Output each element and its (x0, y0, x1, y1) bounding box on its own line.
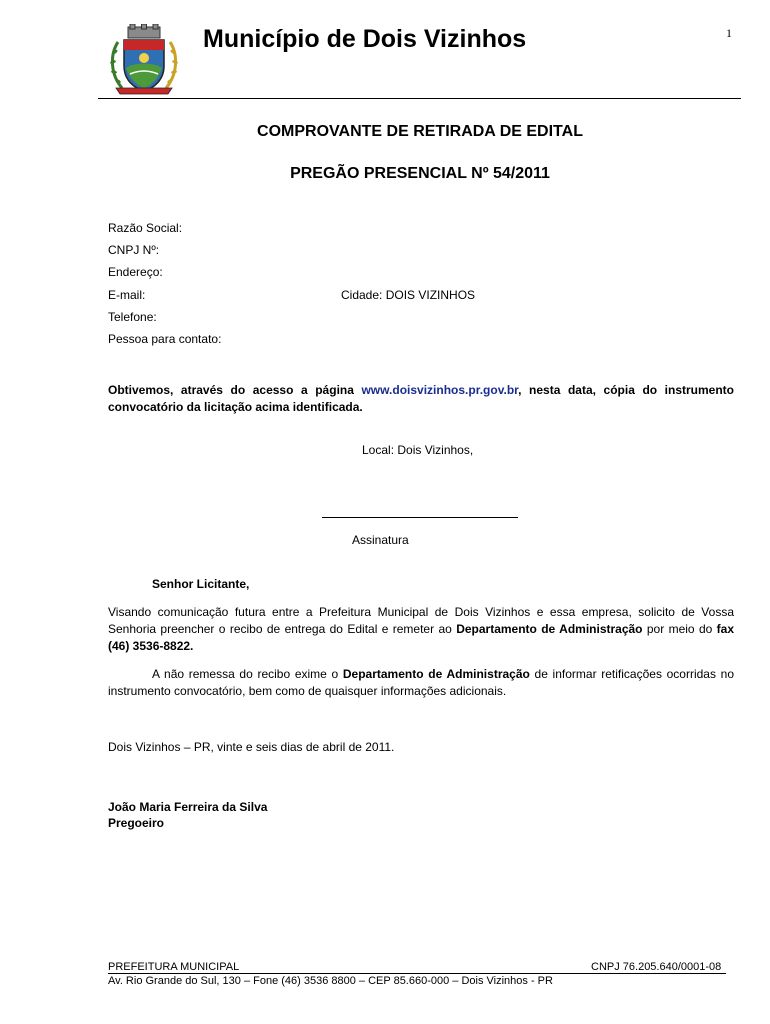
municipality-title: Município de Dois Vizinhos (203, 25, 527, 53)
letter-paragraph-2 (108, 666, 734, 700)
letter-date: Dois Vizinhos – PR, vinte e seis dias de abril de 2011. (108, 740, 395, 754)
document-subtitle: PREGÃO PRESENCIAL Nº 54/2011 (290, 165, 550, 182)
p1-text-b: por meio do (642, 622, 717, 636)
footer-cnpj: CNPJ 76.205.640/0001-08 (591, 961, 722, 973)
footer-address: Av. Rio Grande do Sul, 130 – Fone (46) 3536 8800 – CEP 85.660-000 – Dois Vizinhos - PR (108, 975, 553, 987)
field-contato: Pessoa para contato: (108, 332, 222, 346)
field-telefone: Telefone: (108, 310, 157, 324)
footer-divider (108, 973, 726, 974)
p1-fax: fax (46) 3536-8822. (108, 622, 735, 653)
field-razao-social: Razão Social: (108, 221, 183, 235)
p2-text-b: de informar retificações ocorridas no instrumento convocatório, bem como de quaisquer informações adicionais. (108, 667, 735, 698)
statement-text-2: , nesta data, cópia do instrumento convocatório da licitação acima identificada. (108, 383, 734, 414)
letter-paragraph-1 (108, 604, 734, 655)
p1-text-a: Visando comunicação futura entre a Prefeitura Municipal de Dois Vizinhos e essa empresa, solicito de Vossa Senhoria preencher o recibo de entrega do Edital e remeter ao (108, 605, 734, 636)
footer-org: PREFEITURA MUNICIPAL (108, 961, 240, 973)
signer-role: Pregoeiro (108, 816, 165, 830)
signature-line (322, 517, 518, 518)
signature-label: Assinatura (352, 533, 409, 547)
local-line: Local: Dois Vizinhos, (362, 443, 474, 457)
statement-text-1: Obtivemos, através do acesso a página (108, 383, 362, 397)
website-link[interactable]: www.doisvizinhos.pr.gov.br (361, 383, 519, 397)
signer-name: João Maria Ferreira da Silva (108, 800, 268, 814)
document-title: COMPROVANTE DE RETIRADA DE EDITAL (257, 123, 583, 140)
p2-text-a: A não remessa do recibo exime o (152, 667, 343, 681)
p2-department: Departamento de Administração (342, 667, 530, 681)
greeting: Senhor Licitante, (152, 577, 250, 591)
header-divider (98, 98, 741, 99)
page-number: 1 (726, 26, 732, 40)
municipal-coat-of-arms-icon (106, 24, 182, 96)
field-email: E-mail: (108, 288, 146, 302)
field-endereco: Endereço: (108, 265, 163, 279)
field-cnpj: CNPJ Nº: (108, 243, 160, 257)
p1-department: Departamento de Administração (456, 622, 643, 636)
field-cidade: Cidade: DOIS VIZINHOS (341, 288, 476, 302)
statement-paragraph (108, 382, 734, 416)
